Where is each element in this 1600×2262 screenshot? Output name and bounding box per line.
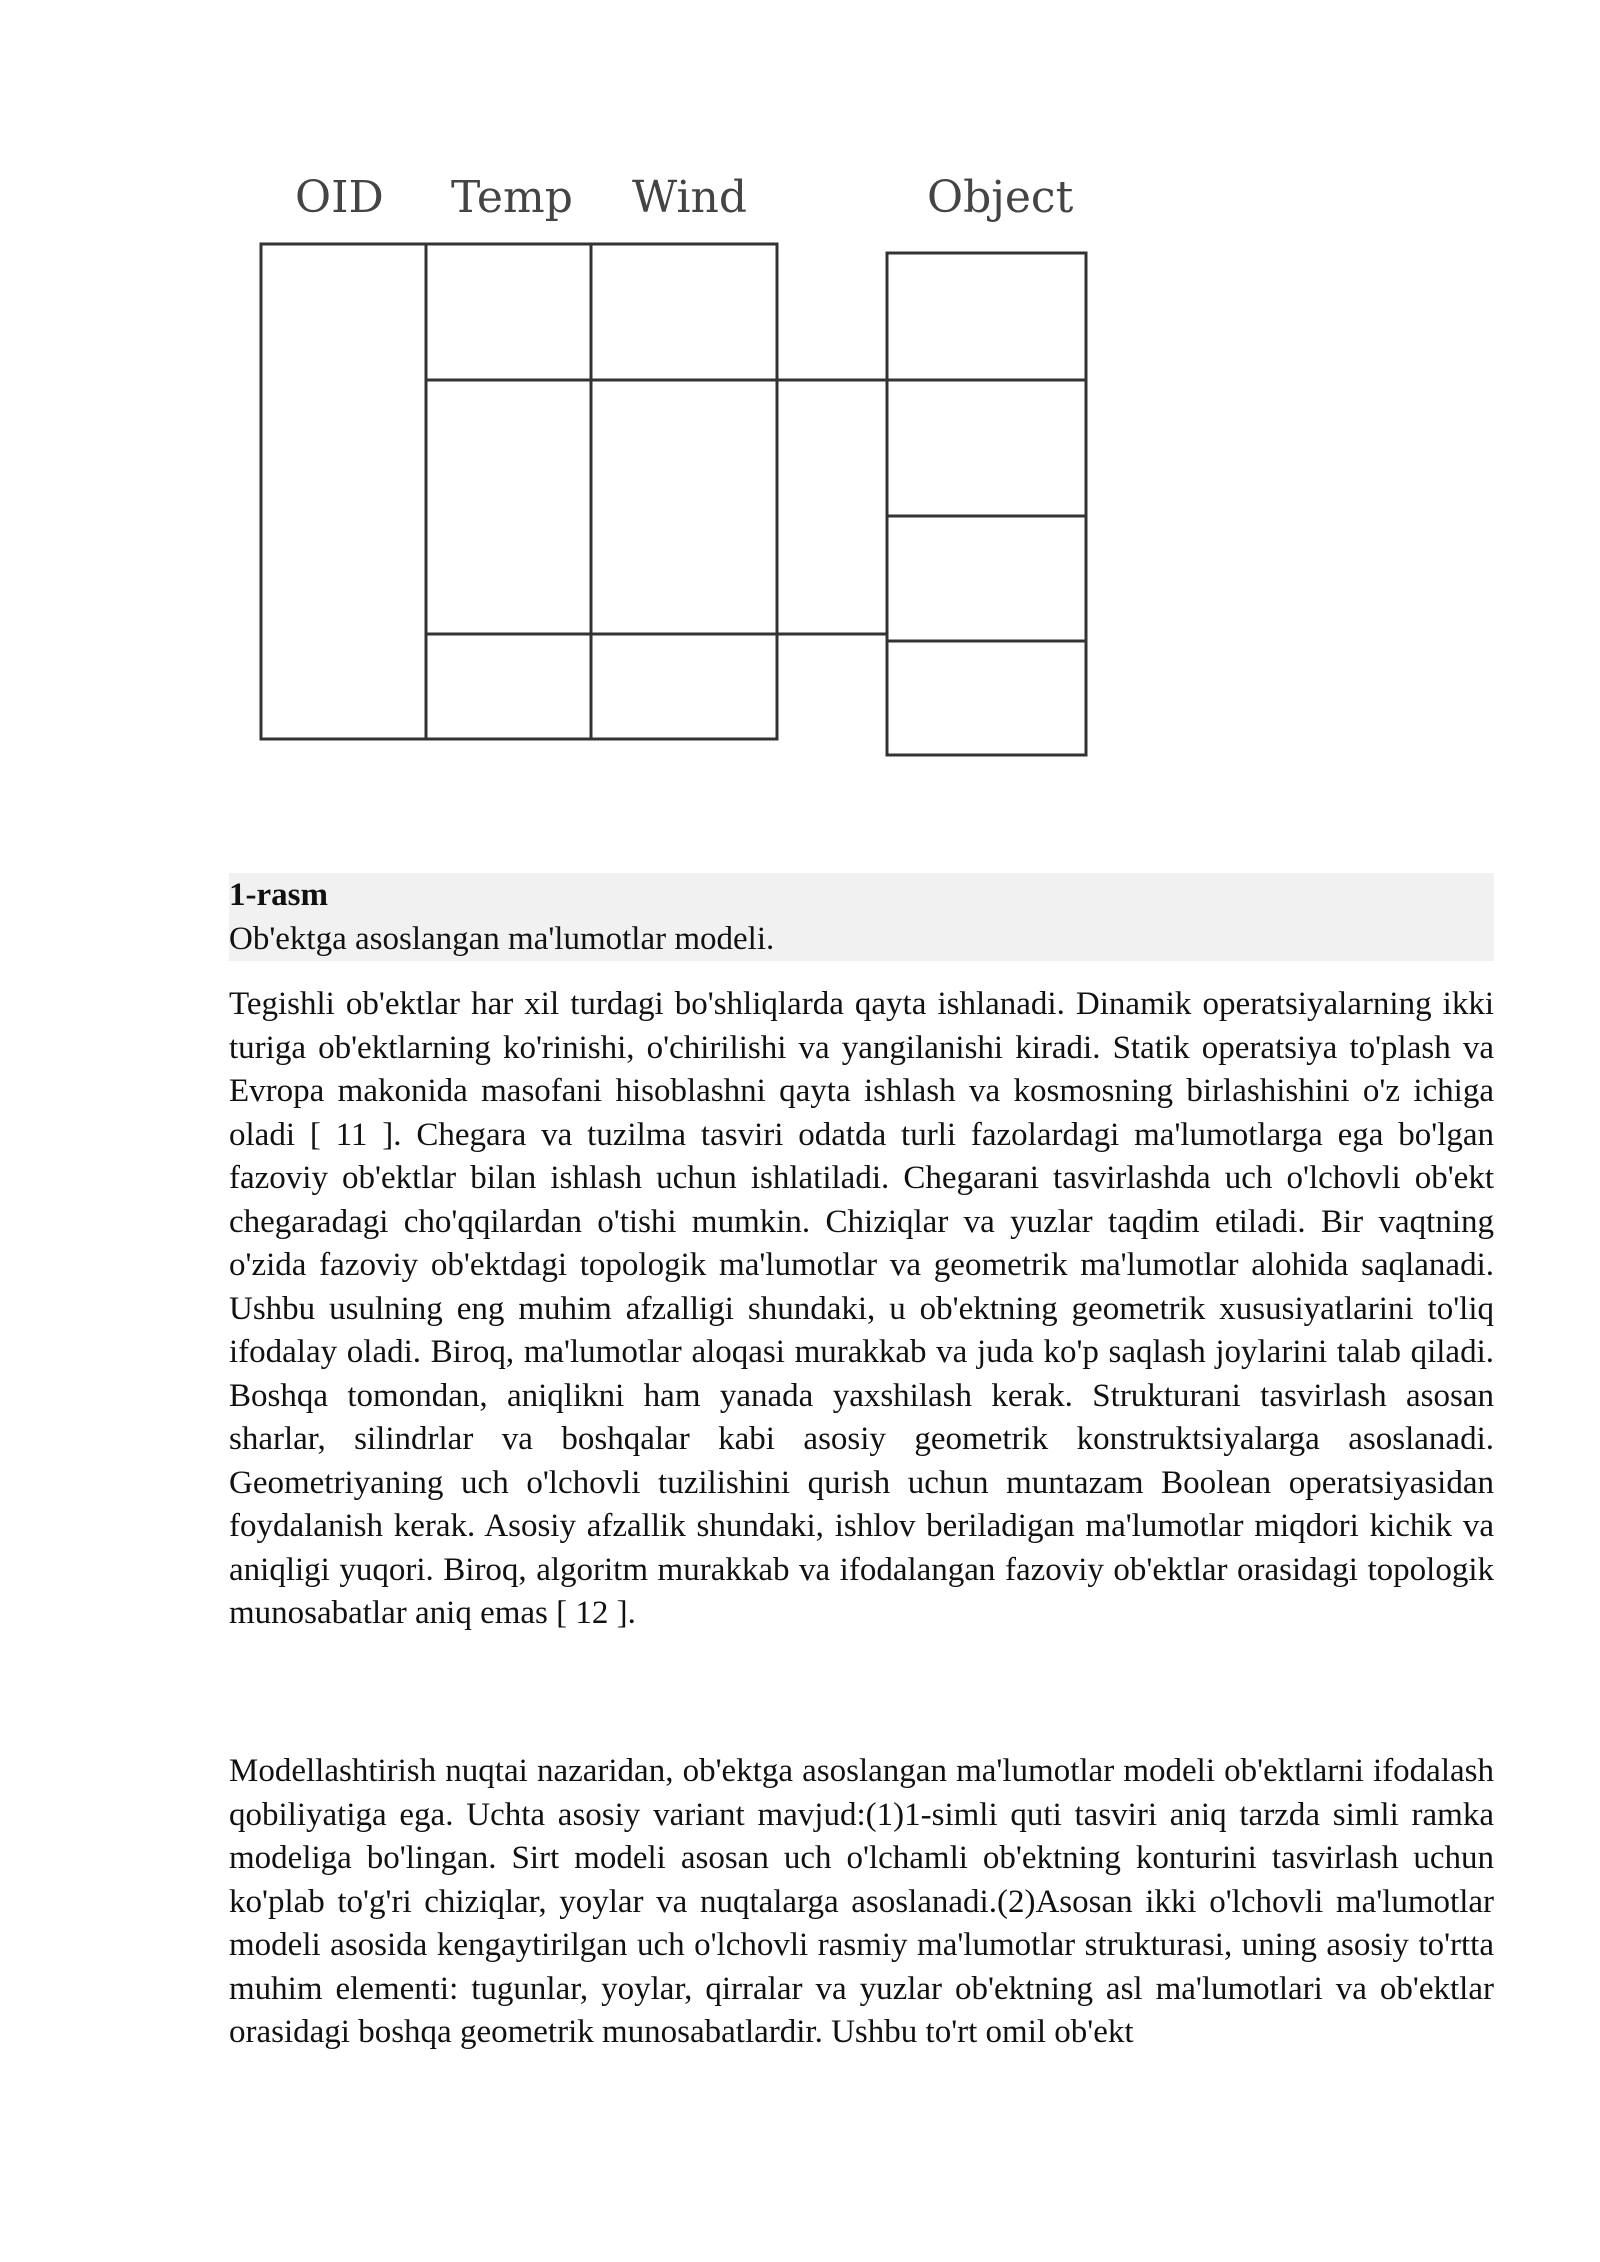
figure-caption <box>229 873 1494 961</box>
temp-column <box>426 244 591 739</box>
body-paragraph: Modellashtirish nuqtai nazaridan, ob'ektga asoslangan ma'lumotlar modeli ob'ektlarni ifodalash qobiliyatiga ega. Uchta asosiy variant mavjud:(1)1-simli quti tasviri aniq tarzda simli ramka modeliga bo'lingan. Sirt modeli asosan uch o'lchamli ob'ektning konturini tasvirlash uchun ko'plab to'g'ri chiziqlar, yoylar va nuqtalarga asoslanadi.(2)Asosan ikki o'lchovli ma'lumotlar modeli asosida kengaytirilgan uch o'lchovli rasmiy ma'lumotlar strukturasi, uning asosiy to'rtta muhim elementi: tugunlar, yoylar, qirralar va yuzlar ob'ektning asl ma'lumotlari va ob'ektlar orasidagi boshqa geometrik munosabatlardir. Ushbu to'rt omil ob'ekt <box>229 1753 1494 2050</box>
oid-label: OID <box>295 172 384 223</box>
caption-text: Ob'ektga asoslangan ma'lumotlar modeli. <box>229 921 775 957</box>
wind-label: Wind <box>632 172 748 223</box>
object-column <box>887 253 1086 755</box>
oid-column <box>261 244 426 739</box>
body-paragraph: Tegishli ob'ektlar har xil turdagi bo'shliqlarda qayta ishlanadi. Dinamik operatsiyalarning ikki turiga ob'ektlarning ko'rinishi, o'chirilishi va yangilanishi kiradi. Statik operatsiya to'plash va Evropa makonida masofani hisoblashni qayta ishlash va kosmosning birlashishini o'z ichiga oladi [ 11 ]. Chegara va tuzilma tasviri odatda turli fazolardagi ma'lumotlarga ega bo'lgan fazoviy ob'ektlar bilan ishlash uchun ishlatiladi. Chegarani tasvirlashda uch o'lchovli ob'ekt chegaradagi cho'qqilardan o'tishi mumkin. Chiziqlar va yuzlar taqdim etiladi. Bir vaqtning o'zida fazoviy ob'ektdagi topologik ma'lumotlar va geometrik ma'lumotlar alohida saqlanadi. Ushbu usulning eng muhim afzalligi shundaki, u ob'ektning geometrik xususiyatlarini to'liq ifodalay oladi. Biroq, ma'lumotlar aloqasi murakkab va juda ko'p saqlash joylarini talab qiladi. Boshqa tomondan, aniqlikni ham yanada yaxshilash kerak. Strukturani tasvirlash asosan sharlar, silindrlar va boshqalar kabi asosiy geometrik konstruktsiyalarga asoslanadi. Geometriyaning uch o'lchovli tuzilishini qurish uchun muntazam Boolean operatsiyasidan foydalanish kerak. Asosiy afzallik shundaki, ishlov beriladigan ma'lumotlar miqdori kichik va aniqligi yuqori. Biroq, algoritm murakkab va ifodalangan fazoviy ob'ektlar orasidagi topologik munosabatlar aniq emas [ 12 ]. <box>229 986 1494 1631</box>
caption-title: 1-rasm <box>229 877 328 913</box>
object-label: Object <box>927 172 1074 223</box>
figure-diagram <box>0 0 1600 820</box>
temp-label: Temp <box>451 172 573 223</box>
wind-column <box>591 244 777 739</box>
object-data-model-figure <box>0 0 1600 820</box>
